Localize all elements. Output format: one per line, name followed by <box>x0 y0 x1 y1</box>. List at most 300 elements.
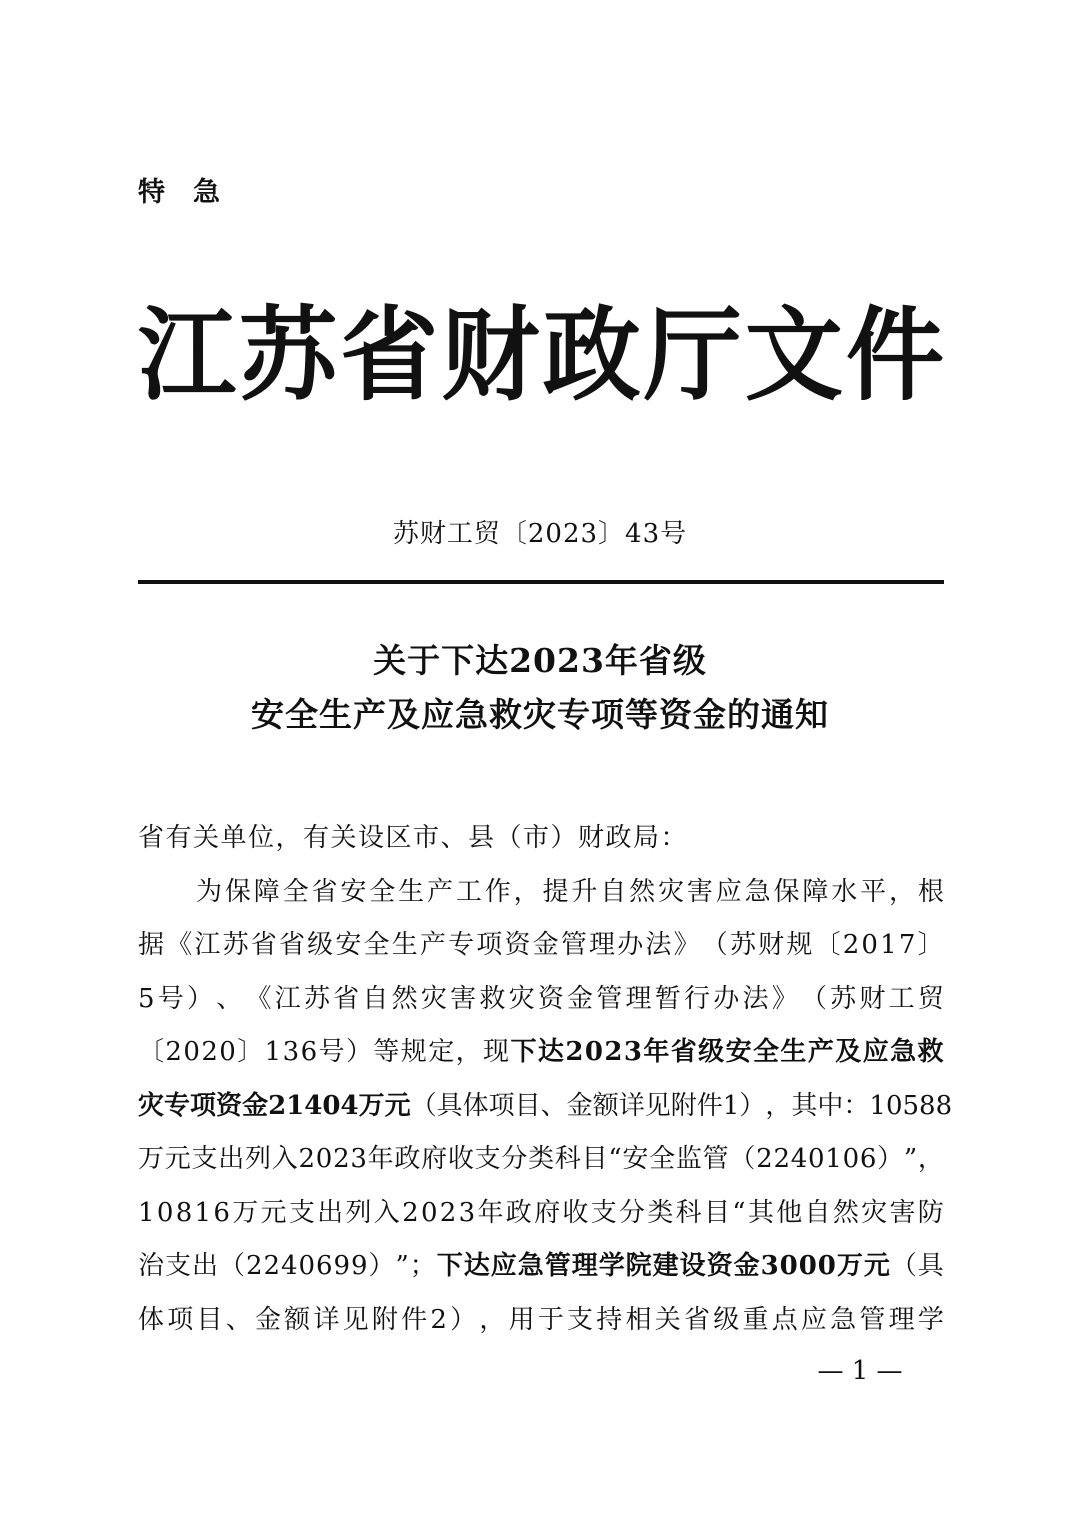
body-text: 资 <box>537 983 564 1014</box>
body-text: 0 <box>861 930 878 960</box>
body-text: 3 <box>458 1197 476 1228</box>
body-text: 1 <box>264 1037 282 1067</box>
body-text: 现 <box>483 1037 510 1067</box>
body-text: 2 <box>842 930 860 960</box>
document-title <box>0 634 1080 742</box>
body-text: 为 <box>196 876 223 907</box>
body-text: 政 <box>394 1144 421 1174</box>
body-text: 灾 <box>658 876 685 907</box>
body-text: 科 <box>554 1144 581 1174</box>
body-text: 万 <box>138 1144 165 1174</box>
body-text: 2 <box>402 1197 419 1228</box>
body-text: 政 <box>505 1197 532 1228</box>
body-text: 0 <box>842 1144 860 1174</box>
body-text: 苏 <box>222 930 249 960</box>
body-text: ” <box>903 1144 918 1174</box>
body-text: 据 <box>138 930 165 960</box>
body-text: 7 <box>898 930 916 960</box>
body-text: ） <box>345 1037 372 1067</box>
body-text: 万 <box>232 1197 259 1228</box>
title-line: 关于下达2023年省级 <box>373 641 707 680</box>
body-text: 5 <box>138 983 155 1014</box>
issuer-char: 政 <box>542 296 641 416</box>
body-text: 4 <box>790 1144 808 1174</box>
body-text: 0 <box>156 1197 174 1228</box>
bold-text: 达 <box>463 1251 490 1281</box>
body-text: 管 <box>596 983 623 1014</box>
body-text: 详 <box>618 1090 645 1121</box>
bold-text: 下 <box>510 1037 537 1067</box>
body-text: 附 <box>670 1090 697 1121</box>
body-text: 于 <box>537 1304 564 1335</box>
body-text: 见 <box>644 1090 671 1121</box>
bold-text: 产 <box>807 1037 834 1067</box>
body-text: 1 <box>825 1144 842 1174</box>
body-text: 自 <box>362 983 389 1014</box>
body-text: 入 <box>271 1144 298 1174</box>
body-text: 3 <box>282 1037 300 1067</box>
body-text: 专 <box>448 930 475 960</box>
body-text: 2 <box>430 1304 447 1335</box>
body-text: 办 <box>617 930 644 960</box>
body-text: 等 <box>373 1037 400 1067</box>
bold-text: 2 <box>565 1037 584 1067</box>
body-text: 出 <box>218 1144 245 1174</box>
body-text: 》 <box>673 930 700 960</box>
body-text: 财 <box>859 983 886 1014</box>
body-text: 全 <box>369 876 396 907</box>
body-text: 件 <box>401 1304 428 1335</box>
body-text: 2 <box>756 1144 773 1174</box>
body-text: 其 <box>791 1090 818 1121</box>
body-text: 0 <box>298 1251 316 1281</box>
issuer-char: 财 <box>441 296 540 416</box>
body-text: 3 <box>350 1144 367 1174</box>
bold-text: 生 <box>780 1037 807 1067</box>
body-line <box>138 919 944 973</box>
body-text: 资 <box>504 930 531 960</box>
bold-text: 专 <box>164 1090 191 1121</box>
body-text: 灾 <box>861 1197 888 1228</box>
body-text: 金 <box>254 1304 281 1335</box>
body-text: 科 <box>675 1197 702 1228</box>
body-text: ） <box>368 1251 395 1281</box>
body-text: 件 <box>696 1090 723 1121</box>
bold-text: 元 <box>384 1090 411 1121</box>
body-text: ； <box>409 1251 436 1281</box>
body-text: ， <box>479 1304 506 1335</box>
salutation: 省有关单位，有关设区市、县（市）财政局： <box>138 823 689 853</box>
body-text: 5 <box>902 1090 920 1121</box>
body-text: 附 <box>371 1304 398 1335</box>
body-text: 工 <box>455 876 482 907</box>
body-line <box>138 1294 944 1348</box>
body-text: 》 <box>771 983 798 1014</box>
body-text: 理 <box>625 983 652 1014</box>
bold-text: 1 <box>286 1090 305 1121</box>
body-text: 治 <box>138 1251 165 1281</box>
body-text: 元 <box>260 1197 287 1228</box>
body-text: 2 <box>439 1197 457 1228</box>
body-text: 然 <box>391 983 418 1014</box>
body-text: 列 <box>245 1144 272 1174</box>
bold-text: 资 <box>706 1251 733 1281</box>
bold-text: 万 <box>358 1090 385 1121</box>
body-text: 苏 <box>303 983 330 1014</box>
body-text: 应 <box>800 1304 827 1335</box>
body-text: 收 <box>562 1197 589 1228</box>
body-text: 1 <box>138 1197 155 1228</box>
body-text: 用 <box>508 1304 535 1335</box>
body-text: 定 <box>428 1037 455 1067</box>
body-text: 收 <box>447 1144 474 1174</box>
bold-text: 资 <box>216 1090 243 1121</box>
body-text: 9 <box>333 1251 351 1281</box>
body-text: 苏 <box>830 983 857 1014</box>
body-text: 办 <box>713 983 740 1014</box>
body-text: 保 <box>224 876 251 907</box>
body-text: 8 <box>919 1090 936 1121</box>
body-text: 级 <box>307 930 334 960</box>
body-text: 1 <box>880 930 897 960</box>
body-text: 法 <box>645 930 672 960</box>
body-text: ） <box>739 1090 766 1121</box>
body-text: 理 <box>589 930 616 960</box>
body-text: （ <box>701 930 728 960</box>
body-text: 关 <box>654 1304 681 1335</box>
body-text: 苏 <box>729 930 756 960</box>
body-text: 全 <box>649 1144 676 1174</box>
body-text: 害 <box>889 1197 916 1228</box>
body-text: 详 <box>313 1304 340 1335</box>
body-text: 出 <box>317 1197 344 1228</box>
body-text: 江 <box>194 930 221 960</box>
body-text: 2 <box>333 1144 350 1174</box>
body-text: 应 <box>715 876 742 907</box>
bold-text: 救 <box>917 1037 944 1067</box>
body-text: 目 <box>581 1144 608 1174</box>
body-text: 安 <box>622 1144 649 1174</box>
bold-text: 0 <box>817 1251 836 1281</box>
bold-text: 4 <box>340 1090 359 1121</box>
body-text: 〔 <box>138 1037 165 1067</box>
body-text: 0 <box>183 1037 200 1067</box>
bold-text: 4 <box>304 1090 323 1121</box>
body-text: 行 <box>683 983 710 1014</box>
body-text: 江 <box>274 983 301 1014</box>
body-text: 其 <box>747 1197 774 1228</box>
body-text: 规 <box>786 930 813 960</box>
body-text: 产 <box>427 876 454 907</box>
body-text: 项 <box>476 930 503 960</box>
bold-text: 应 <box>862 1037 889 1067</box>
body-text: 8 <box>935 1090 953 1121</box>
body-text: 然 <box>832 1197 859 1228</box>
body-text: 学 <box>917 1304 944 1335</box>
body-text: 0 <box>808 1144 825 1174</box>
bold-text: 0 <box>779 1251 798 1281</box>
bold-text: 项 <box>190 1090 217 1121</box>
body-text: 障 <box>802 876 829 907</box>
body-text: 急 <box>744 876 771 907</box>
body-text: 贸 <box>917 983 944 1014</box>
issuer-char: 省 <box>340 296 439 416</box>
body-text: 项 <box>167 1304 194 1335</box>
bold-text: 省 <box>670 1037 697 1067</box>
body-text: 见 <box>342 1304 369 1335</box>
body-text: 工 <box>888 983 915 1014</box>
body-text: 自 <box>804 1197 831 1228</box>
body-text: 支 <box>164 1251 191 1281</box>
body-text: 2 <box>245 1251 263 1281</box>
body-text: 管 <box>859 1304 886 1335</box>
body-text: 省 <box>250 930 277 960</box>
body-text: ， <box>513 876 540 907</box>
body-text: 出 <box>191 1251 218 1281</box>
body-line <box>138 866 944 920</box>
body-text: 害 <box>450 983 477 1014</box>
body-text: 支 <box>474 1144 501 1174</box>
body-text: 产 <box>419 930 446 960</box>
body-text: 水 <box>831 876 858 907</box>
body-text: 灾 <box>420 983 447 1014</box>
body-text: 支 <box>191 1144 218 1174</box>
body-line <box>138 1133 944 1187</box>
body-text: 6 <box>213 1197 230 1228</box>
body-text: 暂 <box>654 983 681 1014</box>
body-text: 害 <box>686 876 713 907</box>
bold-text: 达 <box>537 1037 564 1067</box>
bold-text: 急 <box>890 1037 917 1067</box>
body-text: ， <box>917 1144 944 1174</box>
body-text: 2 <box>298 1144 316 1174</box>
body-text: 生 <box>398 876 425 907</box>
body-text: 〔 <box>814 930 841 960</box>
bold-text: 0 <box>798 1251 817 1281</box>
body-text: 管 <box>560 930 587 960</box>
bold-text: 建 <box>652 1251 679 1281</box>
body-text: 省 <box>311 876 338 907</box>
title-line: 安全生产及应急救灾专项等资金的通知 <box>251 695 829 734</box>
body-text: 2 <box>263 1251 280 1281</box>
bold-text: 急 <box>517 1251 544 1281</box>
body-text: 2 <box>773 1144 790 1174</box>
body-text: 体 <box>138 1304 165 1335</box>
bold-text: 学 <box>598 1251 625 1281</box>
body-text: 防 <box>917 1197 944 1228</box>
body-text: 中 <box>817 1090 844 1121</box>
body-text: ， <box>455 1037 482 1067</box>
bold-text: 0 <box>584 1037 603 1067</box>
body-text: 1 <box>722 1090 740 1121</box>
body-text: 根 <box>917 876 944 907</box>
body-text: 8 <box>175 1197 193 1228</box>
body-text: 然 <box>629 876 656 907</box>
body-text: 分 <box>501 1144 528 1174</box>
body-text: 0 <box>315 1144 333 1174</box>
body-text: 重 <box>742 1304 769 1335</box>
body-text: 《 <box>166 930 193 960</box>
body-text: 安 <box>340 876 367 907</box>
body-text: 省 <box>278 930 305 960</box>
body-text: 目 <box>514 1090 541 1121</box>
issuer-char: 件 <box>845 296 944 416</box>
body-text: （ <box>729 1144 756 1174</box>
header-divider <box>138 580 944 584</box>
bold-text: 3 <box>760 1251 779 1281</box>
body-text: 支 <box>567 1304 594 1335</box>
bold-text: 应 <box>490 1251 517 1281</box>
bold-text: 设 <box>679 1251 706 1281</box>
body-text: 2 <box>201 1037 218 1067</box>
body-text: 分 <box>619 1197 646 1228</box>
body-text: 年 <box>477 1197 504 1228</box>
body-text: 监 <box>675 1144 702 1174</box>
issuer-title <box>138 296 944 416</box>
body-text: 规 <box>400 1037 427 1067</box>
bold-text: 及 <box>835 1037 862 1067</box>
body-text: “ <box>732 1197 746 1228</box>
body-text: 体 <box>462 1090 489 1121</box>
body-text: 管 <box>702 1144 729 1174</box>
urgency-label: 特急 <box>138 177 248 208</box>
body-text: 6 <box>316 1251 333 1281</box>
body-text: 目 <box>703 1197 730 1228</box>
document-number: 苏财工贸〔2023〕43号 <box>392 519 688 549</box>
bold-text: 全 <box>753 1037 780 1067</box>
body-text: ） <box>187 983 214 1014</box>
issuer-char: 文 <box>744 296 843 416</box>
body-text: 财 <box>758 930 785 960</box>
bold-text: 下 <box>436 1251 463 1281</box>
body-text: 金 <box>567 983 594 1014</box>
body-text: 障 <box>253 876 280 907</box>
body-text: “ <box>608 1144 622 1174</box>
body-text: 升 <box>571 876 598 907</box>
bold-text: 2 <box>268 1090 287 1121</box>
body-text: 具 <box>917 1251 944 1281</box>
body-text: 0 <box>219 1037 236 1067</box>
body-text: 列 <box>345 1197 372 1228</box>
body-text: 元 <box>164 1144 191 1174</box>
body-text: 灾 <box>508 983 535 1014</box>
body-text: ： <box>843 1090 870 1121</box>
body-text: 府 <box>534 1197 561 1228</box>
body-text: 保 <box>773 876 800 907</box>
body-text: 类 <box>647 1197 674 1228</box>
issuer-char: 厅 <box>643 296 742 416</box>
body-text: 6 <box>859 1144 877 1174</box>
body-text: ” <box>395 1251 409 1281</box>
body-text: 2 <box>165 1037 182 1067</box>
body-text: 理 <box>888 1304 915 1335</box>
body-text: 年 <box>367 1144 394 1174</box>
body-text: ， <box>889 876 916 907</box>
bold-text: 3 <box>623 1037 642 1067</box>
body-text: 金 <box>566 1090 593 1121</box>
issuer-char: 苏 <box>239 296 338 416</box>
body-text: 项 <box>488 1090 515 1121</box>
bold-text: 万 <box>836 1251 863 1281</box>
body-text: 安 <box>335 930 362 960</box>
body-text: 省 <box>333 983 360 1014</box>
body-text: 〕 <box>237 1037 264 1067</box>
body-text: 他 <box>776 1197 803 1228</box>
body-text: 类 <box>528 1144 555 1174</box>
body-text: 全 <box>282 876 309 907</box>
bold-text: 安 <box>725 1037 752 1067</box>
bold-text: 年 <box>643 1037 670 1067</box>
body-text: 法 <box>742 983 769 1014</box>
body-text: 生 <box>391 930 418 960</box>
body-text: 平 <box>860 876 887 907</box>
body-text: 9 <box>351 1251 368 1281</box>
body-text: 号 <box>157 983 184 1014</box>
body-text: （ <box>800 983 827 1014</box>
body-text: 支 <box>288 1197 315 1228</box>
body-text: 作 <box>484 876 511 907</box>
body-text: 自 <box>600 876 627 907</box>
document-body <box>138 812 953 1347</box>
body-text: ） <box>877 1144 904 1174</box>
body-text: 《 <box>245 983 272 1014</box>
body-text: 额 <box>592 1090 619 1121</box>
body-text: 0 <box>420 1197 438 1228</box>
body-line <box>138 1080 953 1134</box>
body-text: ， <box>765 1090 792 1121</box>
bold-text: 院 <box>625 1251 652 1281</box>
body-text: 金 <box>532 930 559 960</box>
body-text: 、 <box>216 983 243 1014</box>
body-text: 目 <box>196 1304 223 1335</box>
body-text: 点 <box>771 1304 798 1335</box>
body-text: 救 <box>479 983 506 1014</box>
body-text: 4 <box>280 1251 298 1281</box>
body-line <box>138 973 944 1027</box>
body-line <box>138 1240 944 1294</box>
body-text: 级 <box>713 1304 740 1335</box>
body-line <box>138 1187 944 1241</box>
body-text: 全 <box>363 930 390 960</box>
body-text: （ <box>410 1090 437 1121</box>
body-text: 1 <box>869 1090 886 1121</box>
body-text: 0 <box>885 1090 903 1121</box>
body-text: 急 <box>830 1304 857 1335</box>
body-text: 支 <box>590 1197 617 1228</box>
body-text: 入 <box>373 1197 400 1228</box>
body-text: 1 <box>194 1197 212 1228</box>
body-text: 持 <box>596 1304 623 1335</box>
body-text: 、 <box>225 1304 252 1335</box>
page-number: — 1 — <box>817 1356 903 1386</box>
body-line <box>138 1026 944 1080</box>
bold-text: 元 <box>863 1251 890 1281</box>
bold-text: 理 <box>571 1251 598 1281</box>
bold-text: 2 <box>604 1037 623 1067</box>
bold-text: 0 <box>322 1090 341 1121</box>
body-text: （ <box>890 1251 917 1281</box>
body-text: 府 <box>421 1144 448 1174</box>
bold-text: 金 <box>733 1251 760 1281</box>
bold-text: 金 <box>242 1090 269 1121</box>
bold-text: 灾 <box>138 1090 165 1121</box>
body-text: 〕 <box>917 930 944 960</box>
body-text: 提 <box>542 876 569 907</box>
bold-text: 管 <box>544 1251 571 1281</box>
body-text: 6 <box>300 1037 318 1067</box>
body-text: 额 <box>284 1304 311 1335</box>
body-text: （ <box>218 1251 245 1281</box>
